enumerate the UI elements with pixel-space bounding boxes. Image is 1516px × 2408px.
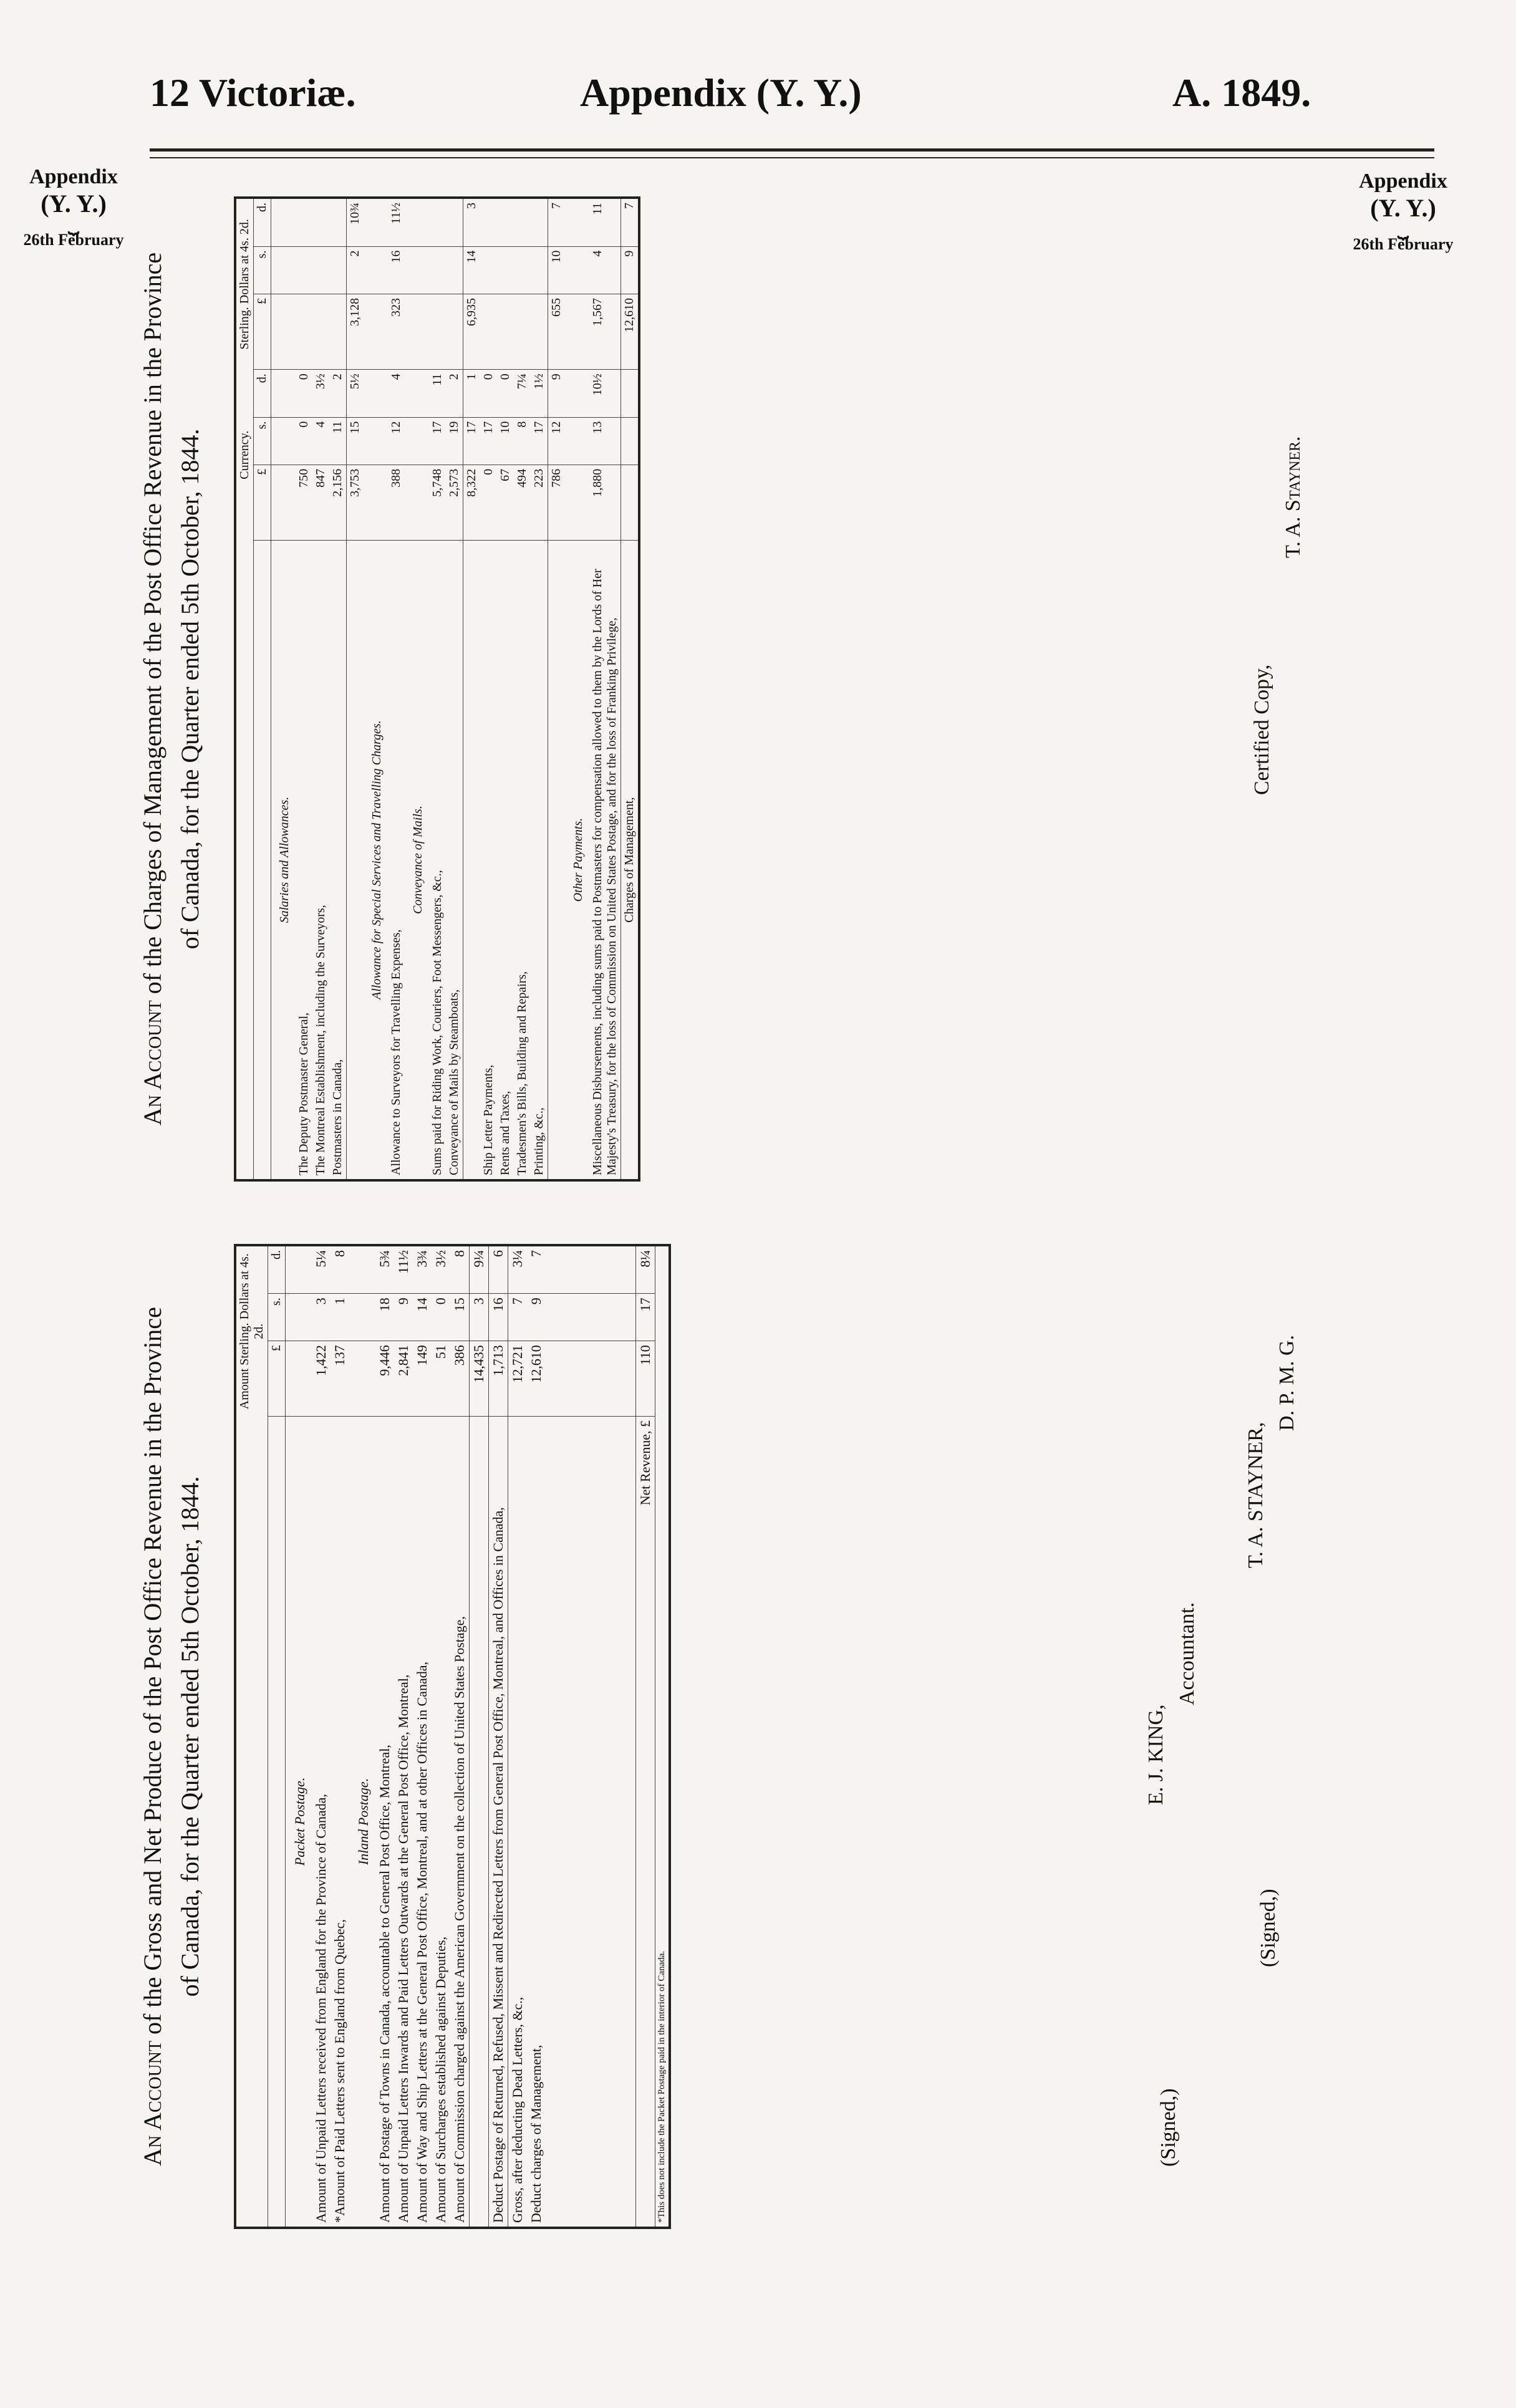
table-row: Amount of Surcharges established against Deputies, 51 0 3½ <box>432 1245 450 2228</box>
currency-col-header: Currency. <box>235 370 254 541</box>
gross-row: Gross, after deducting Dead Letters, &c., 12,721 7 3¼ <box>508 1245 528 2228</box>
certified-copy: Certified Copy, <box>1250 664 1273 795</box>
heading-salaries: Salaries and Allowances. <box>278 796 291 923</box>
management-row: Deduct charges of Management, 12,610 9 7 <box>527 1245 546 2228</box>
charges-title: An Account of the Charges of Management of the Post Office Revenue in the Province of Canada, for the Quarter ended 5th October, 1844. <box>138 252 204 1126</box>
heading-other-payments: Other Payments. <box>571 817 585 902</box>
gross-col-header: Amount Sterling. Dollars at 4s. 2d. <box>235 1245 268 1417</box>
heading-allowance: Allowance for Special Services and Travelling Charges. <box>370 720 384 999</box>
payments-total-row: 786 12 9 655 10 7 <box>548 198 566 1180</box>
signer-role-1: Accountant. <box>1176 1602 1199 1705</box>
heading-inland: Inland Postage. <box>355 1778 371 1866</box>
table-row: Postmasters in Canada, 2,156 11 2 <box>329 198 347 1180</box>
table-row: Amount of Way and Ship Letters at the General Post Office, Montreal, and at other Offices in Canada, 149 14 3¾ <box>413 1245 432 2228</box>
heading-packet: Packet Postage. <box>292 1777 307 1866</box>
signer-name-1: E. J. KING, <box>1144 1704 1167 1805</box>
table-row: Rents and Taxes, 67 10 0 <box>497 198 514 1180</box>
signed-label-2: (Signed,) <box>1257 1889 1280 1967</box>
table-row: The Deputy Postmaster General, 750 0 0 <box>296 198 312 1180</box>
table-row: *Amount of Paid Letters sent to England from Quebec, 137 1 8 <box>331 1245 349 2228</box>
table-row: The Montreal Establishment, including the Surveyors, 847 4 3½ <box>312 198 329 1180</box>
table-row: Tradesmen's Bills, Building and Repairs, 494 8 7¼ <box>514 198 531 1180</box>
table-row: Amount of Postage of Towns in Canada, accountable to General Post Office, Montreal, 9,446 18 5¾ <box>375 1245 394 2228</box>
sterling-col-header: Sterling. Dollars at 4s. 2d. <box>235 198 254 370</box>
header-rule <box>150 148 1434 152</box>
table-row: Printing, &c., 223 17 1½ <box>531 198 548 1180</box>
table-row: Conveyance of Mails by Steamboats, 2,573 19 2 <box>446 198 463 1180</box>
table-row: Sums paid for Riding Work, Couriers, Foot Messengers, &c., 5,748 17 11 <box>429 198 446 1180</box>
header-left: 12 Victoriæ. <box>150 70 356 115</box>
header-rule-thin <box>150 157 1434 158</box>
heading-conveyance: Conveyance of Mails. <box>411 806 425 915</box>
footnote: *This does not include the Packet Postage paid in the interior of Canada. <box>655 1245 670 2228</box>
signed-label-1: (Signed,) <box>1157 2088 1180 2167</box>
certified-name: T. A. Stayner. <box>1282 436 1305 558</box>
table-row: Ship Letter Payments, 0 17 0 <box>480 198 497 1180</box>
margin-note-left: Appendix (Y. Y.) ⏟ 26th February <box>23 165 124 249</box>
misc-row: Miscellaneous Disbursements, including sums paid to Postmasters for compensation allowed to them by the Lords of Her Majesty's Treasury, for the loss of Commission on United States Postage, and for the loss of Franking Privilege, 1,880 13 10½ 1,567 4 11 <box>589 198 621 1180</box>
deduct-row: Deduct Postage of Returned, Refused, Missent and Redirected Letters from General Post Office, Montreal, and Offices in Canada, 1,713 16 6 <box>489 1245 508 2228</box>
gross-table: Amount Sterling. Dollars at 4s. 2d. £ s. d. Packet Postage. Amount of Unpaid Letters received from England for the Province of Canada, 1,422 3 5¼ *Amount of Paid Letters sent to England from Quebec, 137 1 8 Inland Postage. Amount of Postage of Towns in Canada, accountable to General Post Office, Montreal, 9,446 18 5¾ Amount of Unpaid Letters Inwards and Paid Letters Outwards at the General Post Office, Montreal, 2,841 9 11½ Amount of Way and Ship Letters at the General Post Office, Montreal, and at other Offices in Canada, 149 14 3¾ Amount of Surcharges established against Deputies, 51 0 3½ Amount of Commission charged against the American Government on the collection of United States Postage, 386 15 8 14,435 3 9¼ Deduct Postage of Returned, Refused, Missent and Redirected Letters from General Post Office, Montreal, and Offices in Canada, 1,713 16 6 Gross, after deducting Dead Letters, &c., 12,721 7 3¼ Deduct charges of Management, 12,610 9 7 Net Revenue, £ 110 17 8¼ *This does not include the Packet Postage paid in the interior of Canada. <box>234 1244 671 2229</box>
table-row: Amount of Commission charged against the American Government on the collection of United States Postage, 386 15 8 <box>450 1245 470 2228</box>
charges-total-row: Charges of Management, 12,610 9 7 <box>621 198 640 1180</box>
net-revenue-row: Net Revenue, £ 110 17 8¼ <box>636 1245 655 2228</box>
charges-table: Currency. Sterling. Dollars at 4s. 2d. £ s. d. £ s. d. Salaries and Allowances. The Deputy Postmaster General, 750 0 0 The Montreal Establishment, including the Surveyors, 847 4 3½ Postmasters in Canada, 2,156 11 2 3,753 15 5½ 3,128 2 10¾ Allowance for Special Services and Travelling Charges. Allowance to Surveyors for Travelling Expenses, 388 12 4 323 16 11½ Conveyance of Mails. Sums paid for Riding Work, Couriers, Foot Messengers, &c., 5,748 17 11 Conveyance of Mails by Steamboats, 2,573 19 2 8,322 17 1 6,935 14 3 Ship Letter Payments, 0 17 0 Rents and Taxes, 67 10 0 Tradesmen's Bills, Building and Repairs, 494 8 7¼ Printing, &c., 223 17 1½ 786 12 9 655 10 7 Other Payments. Miscellaneous Disbursements, including sums paid to Postmasters for compensation allowed to them by the Lords of Her Majesty's Treasury, for the loss of Commission on United States Postage, and for the loss of Franking Privilege, 1,880 13 10½ 1,567 4 11 Charges of Management, 12,610 9 7 <box>234 196 640 1182</box>
header-center: Appendix (Y. Y.) <box>580 70 862 115</box>
table-row: Amount of Unpaid Letters received from England for the Province of Canada, 1,422 3 5¼ <box>312 1245 331 2228</box>
signer-name-2: T. A. STAYNER, <box>1244 1422 1267 1568</box>
table-row: Amount of Unpaid Letters Inwards and Paid Letters Outwards at the General Post Office, Montreal, 2,841 9 11½ <box>394 1245 413 2228</box>
margin-note-right: Appendix (Y. Y.) ⏟ 26th February <box>1353 170 1454 253</box>
signer-role-2: D. P. M. G. <box>1275 1335 1298 1431</box>
gross-title: An Account of the Gross and Net Produce of the Post Office Revenue in the Province of Canada, for the Quarter ended 5th October, 1844. <box>138 1307 204 2166</box>
allowance-row: Allowance to Surveyors for Travelling Expenses, 388 12 4 323 16 11½ <box>388 198 405 1180</box>
salaries-total-row: 3,753 15 5½ 3,128 2 10¾ <box>347 198 364 1180</box>
conveyance-total-row: 8,322 17 1 6,935 14 3 <box>463 198 481 1180</box>
subtotal-row: 14,435 3 9¼ <box>470 1245 489 2228</box>
header-right: A. 1849. <box>1172 70 1311 115</box>
